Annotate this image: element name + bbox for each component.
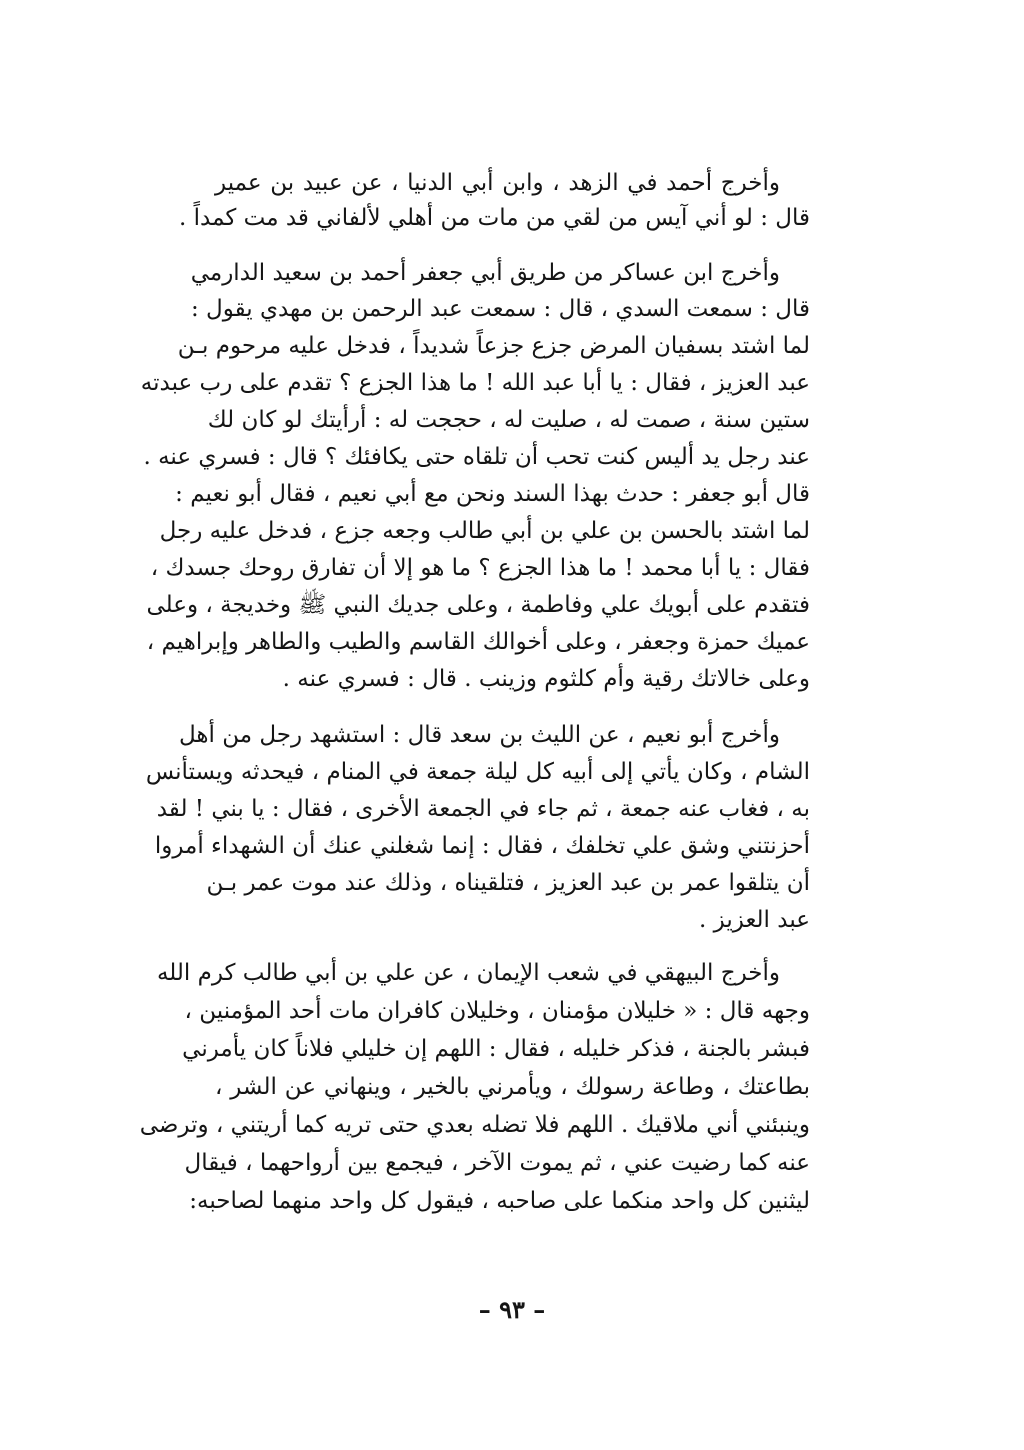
text-line: أن يتلقوا عمر بن عبد العزيز ، فتلقيناه ، وذلك عند موت عمر بـن [206, 870, 810, 896]
text-line: عبد العزيز . [699, 907, 810, 933]
text-line: عند رجل يد أليس كنت تحب أن تلقاه حتى يكافئك ؟ قال : فسري عنه . [143, 444, 810, 470]
text-line: قال : سمعت السدي ، قال : سمعت عبد الرحمن بن مهدي يقول : [190, 296, 810, 322]
text-line: وعلى خالاتك رقية وأم كلثوم وزينب . قال : فسري عنه . [282, 666, 810, 692]
text-line: عميك حمزة وجعفر ، وعلى أخوالك القاسم والطيب والطاهر وإبراهيم ، [146, 629, 810, 655]
text-line: قال : لو أني آيس من لقي من مات من أهلي لألفاني قد مت كمداً . [178, 205, 810, 231]
text-line: لما اشتد بالحسن بن علي بن أبي طالب وجعه جزع ، فدخل عليه رجل [159, 518, 810, 544]
text-line: أحزنتني وشق علي تخلفك ، فقال : إنما شغلني عنك أن الشهداء أمروا [154, 833, 810, 859]
text-line: لما اشتد بسفيان المرض جزع جزعاً شديداً ، فدخل عليه مرحوم بـن [177, 333, 810, 359]
text-line: قال أبو جعفر : حدث بهذا السند ونحن مع أبي نعيم ، فقال أبو نعيم : [175, 481, 810, 507]
page-number: – ٩٣ – [478, 1295, 546, 1324]
text-line: وجهه قال : « خليلان مؤمنان ، وخليلان كافران مات أحد المؤمنين ، [184, 998, 810, 1024]
text-line: فقال : يا أبا محمد ! ما هذا الجزع ؟ ما هو إلا أن تفارق روحك جسدك ، [150, 555, 810, 581]
text-line: ليثنين كل واحد منكما على صاحبه ، فيقول كل واحد منهما لصاحبه: [189, 1188, 810, 1214]
text-line: وأخرج أحمد في الزهد ، وابن أبي الدنيا ، عن عبيد بن عمير [215, 170, 780, 196]
text-line: فتقدم على أبويك علي وفاطمة ، وعلى جديك النبي ﷺ وخديجة ، وعلى [146, 592, 810, 618]
text-line: وأخرج أبو نعيم ، عن الليث بن سعد قال : استشهد رجل من أهل [178, 722, 780, 748]
text-line: عنه كما رضيت عني ، ثم يموت الآخر ، فيجمع بين أرواحهما ، فيقال [184, 1150, 810, 1176]
text-line: وأخرج البيهقي في شعب الإيمان ، عن علي بن أبي طالب كرم الله [156, 960, 780, 986]
text-line: فبشر بالجنة ، فذكر خليله ، فقال : اللهم إن خليلي فلاناً كان يأمرني [182, 1036, 810, 1062]
text-line: ستين سنة ، صمت له ، صليت له ، حججت له : أرأيتك لو كان لك [207, 407, 810, 433]
text-line: وأخرج ابن عساكر من طريق أبي جعفر أحمد بن سعيد الدارمي [190, 260, 780, 286]
text-line: الشام ، وكان يأتي إلى أبيه كل ليلة جمعة في المنام ، فيحدثه ويستأنس [145, 759, 810, 785]
text-line: وينبئني أني ملاقيك . اللهم فلا تضله بعدي حتى تريه كما أريتني ، وترضى [139, 1112, 810, 1138]
text-line: عبد العزيز ، فقال : يا أبا عبد الله ! ما هذا الجزع ؟ تقدم على رب عبدته [140, 370, 810, 396]
text-line: بطاعتك ، وطاعة رسولك ، ويأمرني بالخير ، وينهاني عن الشر ، [215, 1074, 810, 1100]
text-line: به ، فغاب عنه جمعة ، ثم جاء في الجمعة الأخرى ، فقال : يا بني ! لقد [156, 796, 810, 822]
